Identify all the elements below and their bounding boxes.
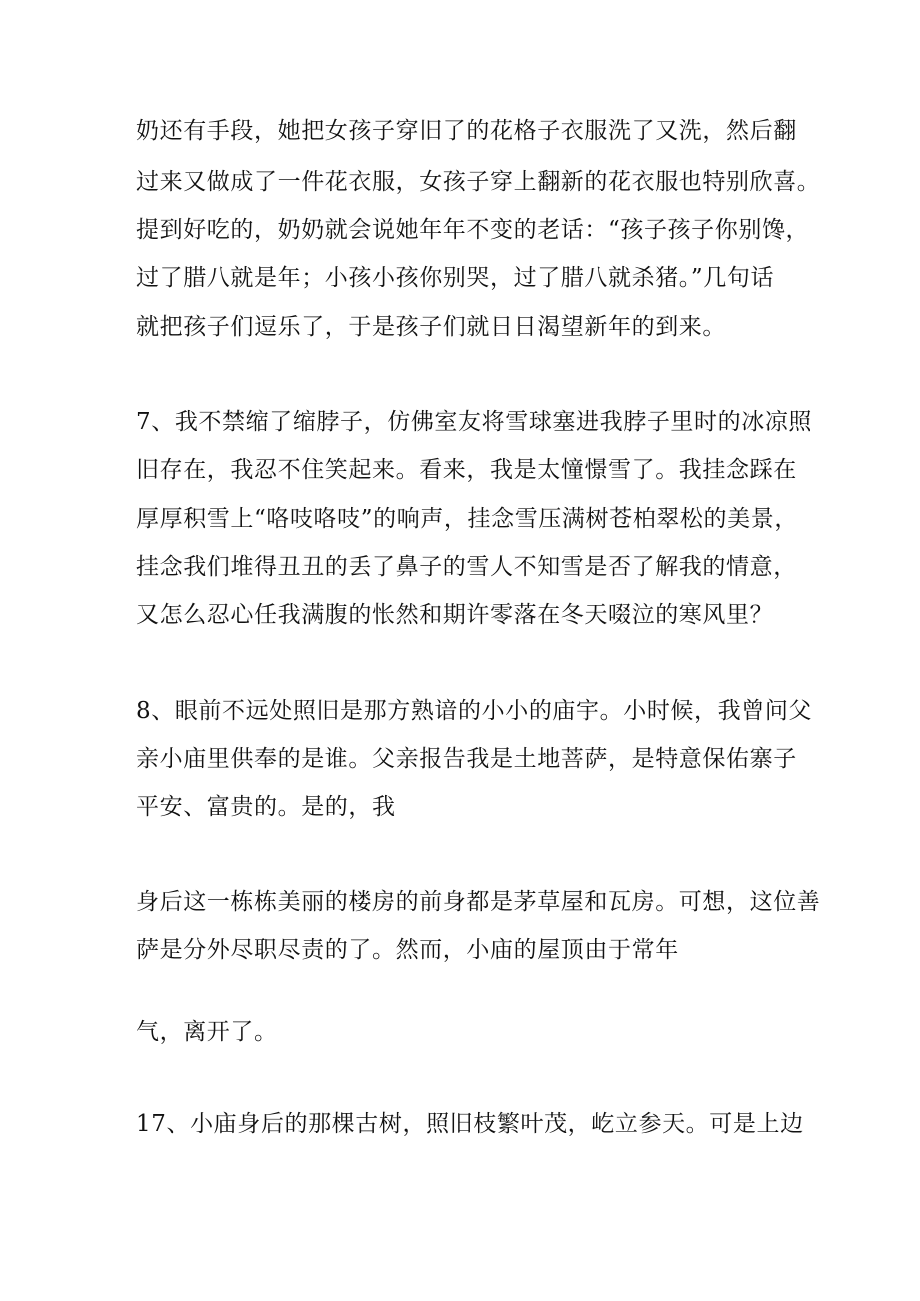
text-line: 萨是分外尽职尽责的了。然而，小庙的屋顶由于常年: [136, 937, 679, 963]
text-line: 旧存在，我忍不住笑起来。看来，我是太憧憬雪了。我挂念踩在: [136, 457, 797, 483]
text-line: 提到好吃的，奶奶就会说她年年不变的老话：“孩子孩子你别馋，: [136, 217, 810, 243]
text-line: 气，离开了。: [136, 1019, 278, 1045]
text-line: 过来又做成了一件花衣服，女孩子穿上翻新的花衣服也特别欣喜。: [136, 169, 821, 195]
text-line: 奶还有手段，她把女孩子穿旧了的花格子衣服洗了又洗，然后翻: [136, 118, 797, 144]
text-line: 身后这一栋栋美丽的楼房的前身都是茅草屋和瓦房。可想，这位善: [136, 889, 821, 915]
text-line: 17、小庙身后的那棵古树，照旧枝繁叶茂，屹立参天。可是上边: [136, 1111, 804, 1137]
text-line: 就把孩子们逗乐了，于是孩子们就日日渴望新年的到来。: [136, 314, 726, 340]
text-line: 过了腊八就是年；小孩小孩你别哭，过了腊八就杀猪。”几句话: [136, 265, 775, 291]
text-line: 8、眼前不远处照旧是那方熟谙的小小的庙宇。小时候，我曾问父: [136, 698, 813, 724]
text-line: 平安、富贵的。是的，我: [136, 794, 396, 820]
text-line: 又怎么忍心任我满腹的怅然和期许零落在冬天啜泣的寒风里？: [136, 602, 774, 628]
text-line: 7、我不禁缩了缩脖子，仿佛室友将雪球塞进我脖子里时的冰凉照: [136, 409, 813, 435]
text-line: 挂念我们堆得丑丑的丢了鼻子的雪人不知雪是否了解我的情意，: [136, 554, 797, 580]
text-line: 亲小庙里供奉的是谁。父亲报告我是土地菩萨，是特意保佑寨子: [136, 746, 797, 772]
text-line: 厚厚积雪上“咯吱咯吱”的响声，挂念雪压满树苍柏翠松的美景，: [136, 506, 798, 532]
